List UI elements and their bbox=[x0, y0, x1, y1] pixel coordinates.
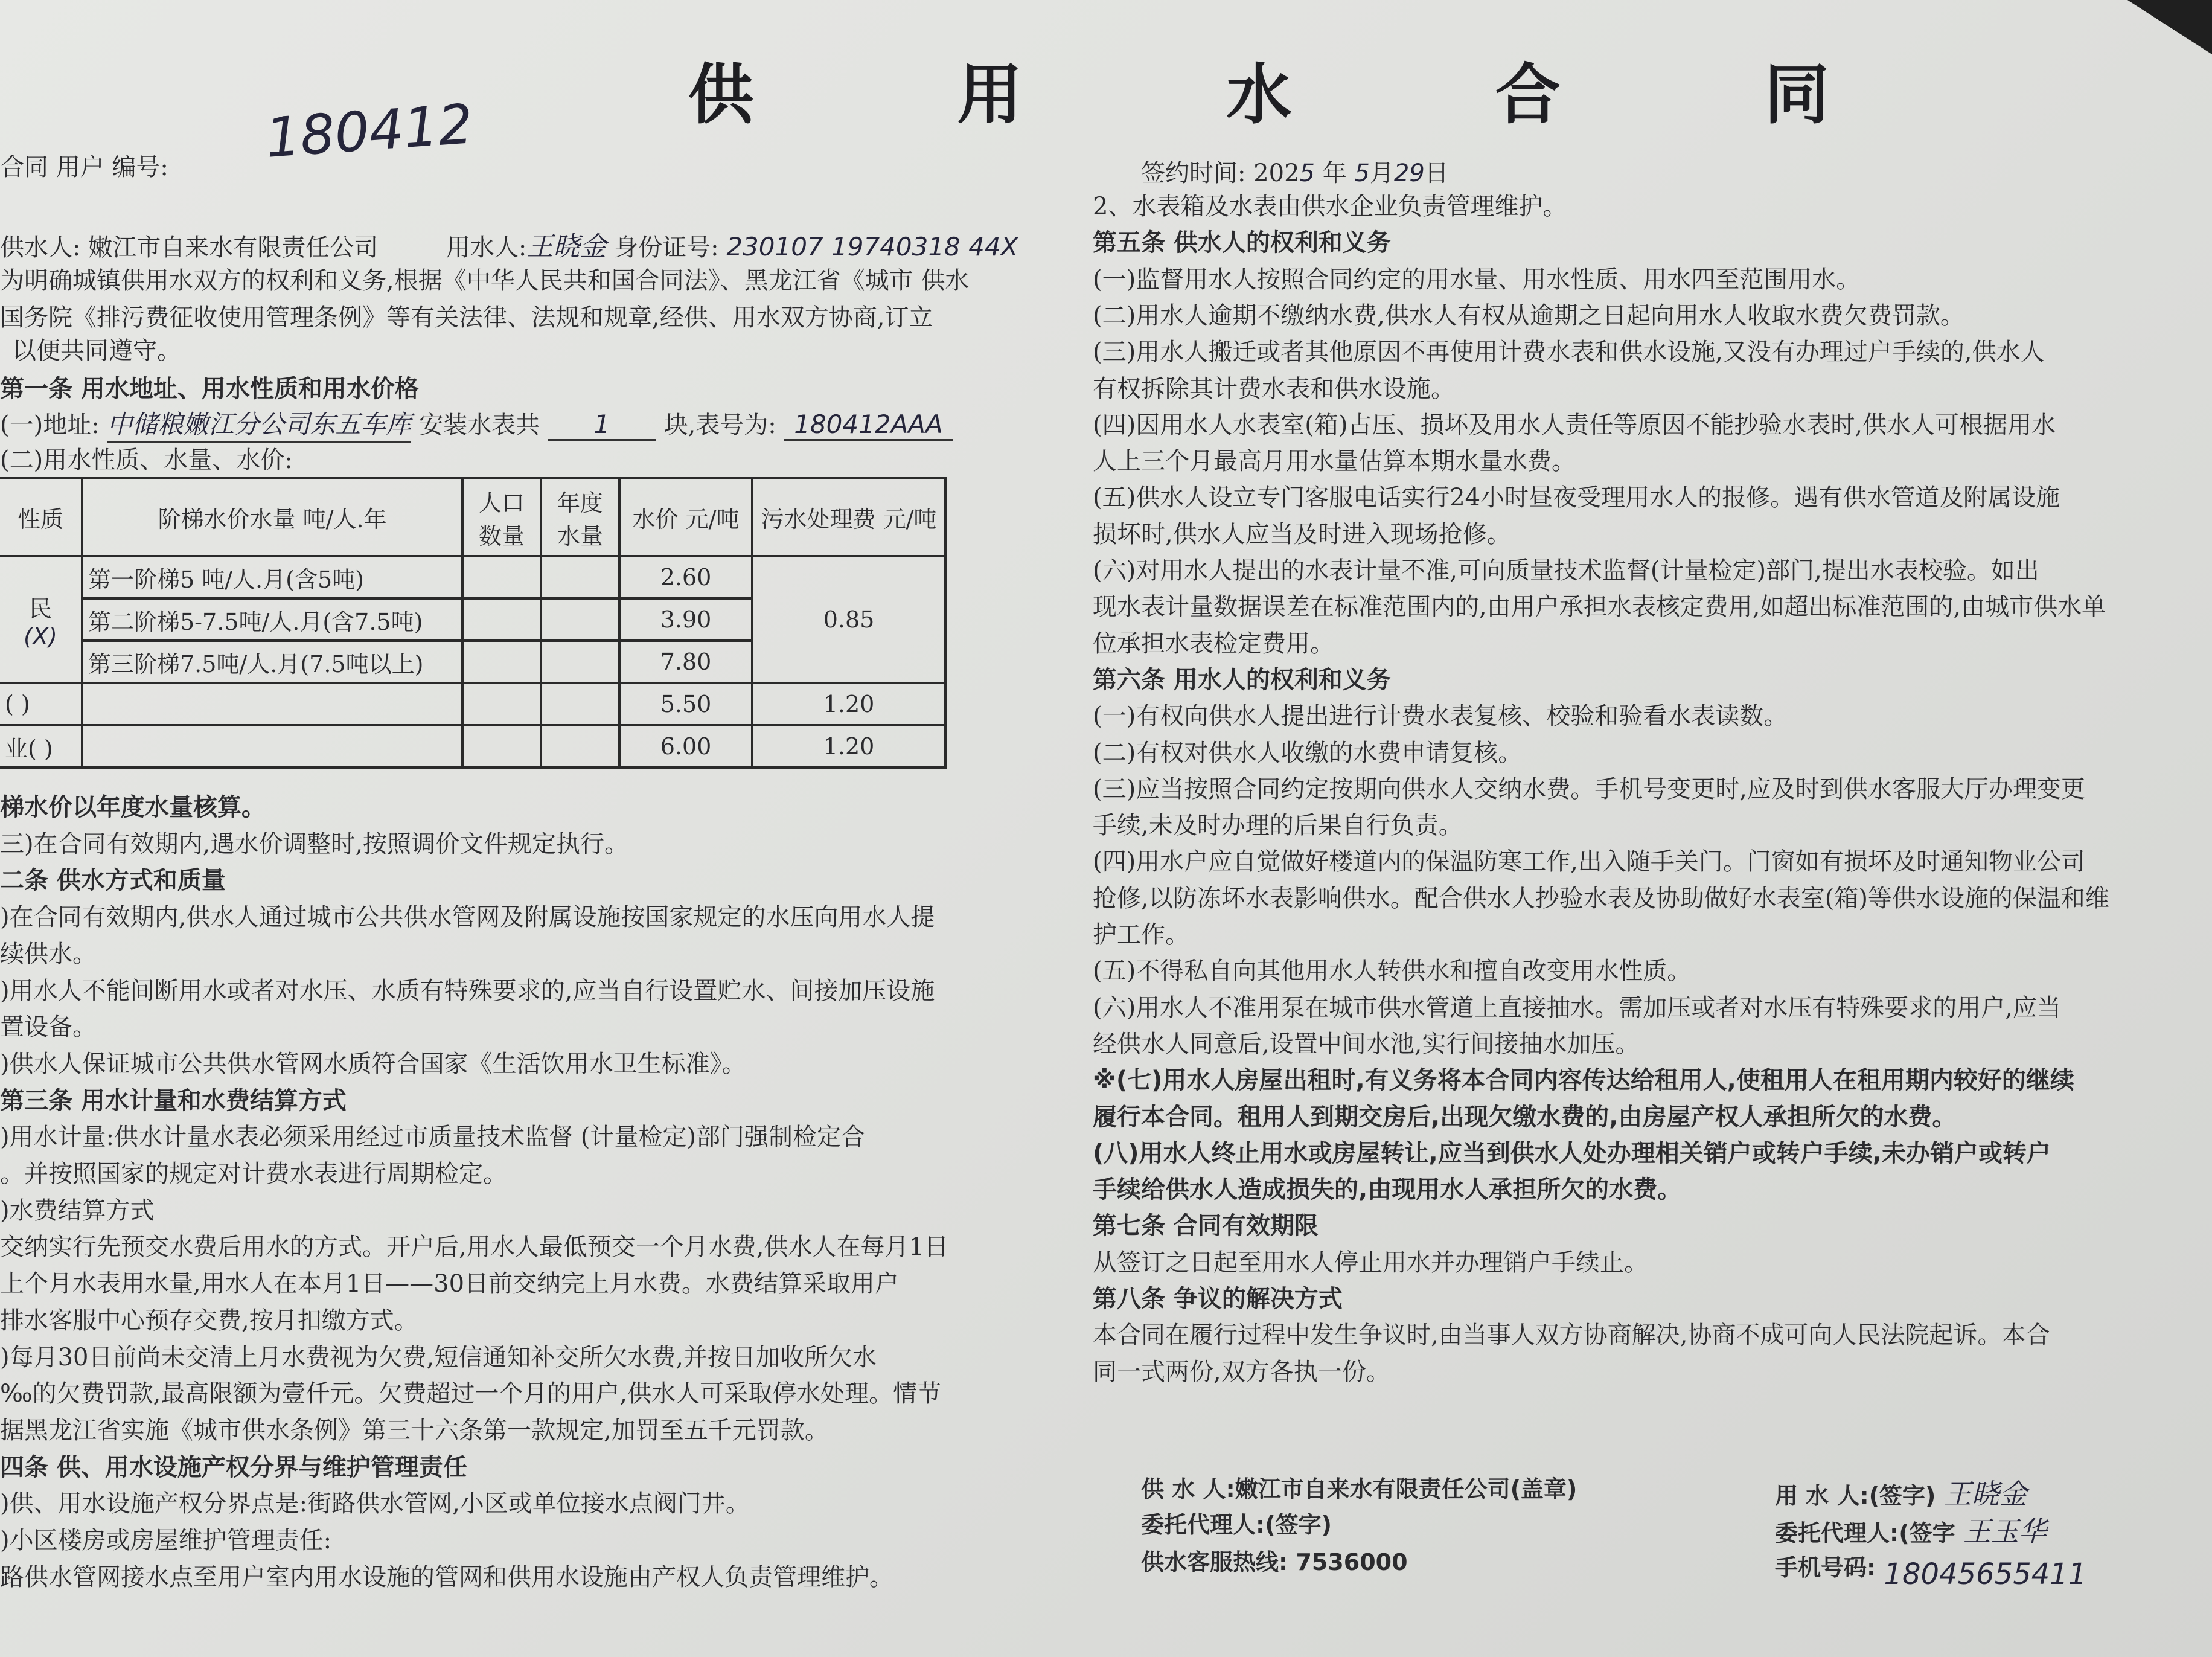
other-1-tier bbox=[82, 683, 462, 725]
resident-cell bbox=[0, 556, 82, 683]
user-agent-signature: 王玉华 bbox=[1963, 1515, 2047, 1548]
table-row bbox=[0, 683, 945, 725]
other-1-price: 5.50 bbox=[619, 683, 752, 725]
other-1-sewage: 1.20 bbox=[752, 683, 945, 725]
tier-2-label: 第二阶梯5-7.5吨/人.月(含7.5吨) bbox=[82, 598, 462, 641]
resident-mark: (X) bbox=[24, 623, 57, 650]
left-body-line: 据黑龙江省实施《城市供水条例》第三十六条第一款规定,加罚至五千元罚款。 bbox=[0, 1416, 829, 1444]
right-body-line: 损坏时,供水人应当及时进入现场抢修。 bbox=[1093, 520, 1511, 548]
left-body-line: )用水人不能间断用水或者对水压、水质有特殊要求的,应当自行设置贮水、间接加压设施 bbox=[0, 976, 935, 1005]
contract-no-label: 合同 用户 编号: bbox=[0, 153, 168, 181]
right-body-line: 抢修,以防冻坏水表影响供水。配合供水人抄验水表及协助做好水表室(箱)等供水设施的保温和维 bbox=[1093, 884, 2109, 912]
other-2-sewage: 1.20 bbox=[752, 725, 945, 768]
left-body-line: )供水人保证城市公共供水管网水质符合国家《生活饮用水卫生标准》。 bbox=[0, 1050, 746, 1078]
right-body-line: 现水表计量数据误差在标准范围内的,由用户承担水表核定费用,如超出标准范围的,由城市供水单 bbox=[1093, 593, 2106, 621]
left-body-line: )每月30日前尚未交清上月水费视为欠费,短信通知补交所欠水费,并按日加收所欠水 bbox=[0, 1343, 877, 1371]
left-body-line: )水费结算方式 bbox=[0, 1196, 155, 1225]
user-signature: 王晓金 bbox=[1943, 1478, 2027, 1510]
handwritten-contract-number: 180412 bbox=[263, 92, 475, 170]
other-1-population bbox=[462, 683, 541, 725]
user-name: 王晓金 bbox=[526, 231, 607, 262]
user-signature-label: 用 水 人:(签字) bbox=[1775, 1482, 1936, 1509]
right-body-line: (一)监督用水人按照合同约定的用水量、用水性质、用水四至范围用水。 bbox=[1093, 265, 1861, 293]
id-value: 230107 19740318 44X bbox=[726, 232, 1018, 261]
tier-2-price: 3.90 bbox=[619, 598, 752, 641]
sign-date-month-suffix: 月 bbox=[1369, 159, 1394, 187]
address-line bbox=[0, 405, 953, 443]
right-body-line: 经供水人同意后,设置中间水池,实行间接抽水加压。 bbox=[1093, 1030, 1640, 1058]
id-label: 身份证号: bbox=[614, 234, 719, 261]
tier-1-label: 第一阶梯5 吨/人.月(含5吨) bbox=[82, 556, 462, 598]
right-body-line: ※(七)用水人房屋出租时,有义务将本合同内容传达给租用人,使租用人在租用期内较好的继续 bbox=[1093, 1066, 2074, 1095]
meter-unit: 块,表号为: bbox=[663, 411, 776, 439]
other-2-tier bbox=[82, 725, 462, 768]
right-body-line: (二)有权对供水人收缴的水费申请复核。 bbox=[1093, 739, 1523, 767]
hotline-number: 7536000 bbox=[1296, 1549, 1408, 1575]
right-body-line: 本合同在履行过程中发生争议时,由当事人双方协商解决,协商不成可向人民法院起诉。本合 bbox=[1093, 1321, 2050, 1350]
table-header-row bbox=[0, 478, 945, 556]
left-body-line: 三)在合同有效期内,遇水价调整时,按照调价文件规定执行。 bbox=[0, 830, 629, 858]
right-body-line: 护工作。 bbox=[1093, 921, 1189, 949]
user-signature-line bbox=[1775, 1472, 2027, 1512]
right-body-line: 第六条 用水人的权利和义务 bbox=[1093, 665, 1391, 694]
supplier-line bbox=[0, 225, 1018, 263]
right-body-line: (八)用水人终止用水或房屋转让,应当到供水人处办理相关销户或转户手续,未办销户或转户 bbox=[1093, 1139, 2051, 1167]
left-body-line: 梯水价以年度水量核算。 bbox=[0, 793, 266, 821]
header-sewage: 污水处理费 元/吨 bbox=[752, 478, 945, 556]
sign-date-month: 5 bbox=[1354, 159, 1370, 187]
hotline-line bbox=[1141, 1543, 1408, 1577]
address-value: 中储粮嫩江分公司东五车库 bbox=[107, 405, 411, 443]
left-body-line: 交纳实行先预交水费后用水的方式。开户后,用水人最低预交一个月水费,供水人在每月1日 bbox=[0, 1233, 948, 1261]
right-body-line: 第七条 合同有效期限 bbox=[1093, 1212, 1319, 1240]
other-2-population bbox=[462, 725, 541, 768]
resident-sewage: 0.85 bbox=[752, 556, 945, 683]
left-body-line: 上个月水表用水量,用水人在本月1日——30日前交纳完上月水费。水费结算采取用户 bbox=[0, 1270, 900, 1298]
right-body-line: 第五条 供水人的权利和义务 bbox=[1093, 229, 1391, 257]
phone-number: 18045655411 bbox=[1884, 1557, 2087, 1591]
other-1-volume bbox=[541, 683, 619, 725]
sign-date-year-suffix: 年 bbox=[1322, 159, 1347, 187]
left-body-line: ‰的欠费罚款,最高限额为壹仟元。欠费超过一个月的用户,供水人可采取停水处理。情节 bbox=[0, 1380, 942, 1408]
header-annual-volume: 年度水量 bbox=[541, 478, 619, 556]
supplier-label: 供水人: bbox=[0, 234, 81, 261]
left-body-line: 二条 供水方式和质量 bbox=[0, 867, 226, 895]
left-body-line: )小区楼房或房屋维护管理责任: bbox=[0, 1527, 332, 1554]
right-body-line: (二)用水人逾期不缴纳水费,供水人有权从逾期之日起向用水人收取水费欠费罚款。 bbox=[1093, 301, 1964, 330]
user-agent-line bbox=[1775, 1510, 2047, 1550]
left-body-line: 路供水管网接水点至用户室内用水设施的管网和供用水设施由产权人负责管理维护。 bbox=[0, 1563, 893, 1591]
header-nature: 性质 bbox=[0, 478, 82, 556]
left-body-line: )供、用水设施产权分界点是:街路供水管网,小区或单位接水点阀门井。 bbox=[0, 1490, 750, 1518]
intro-line-2: 国务院《排污费征收使用管理条例》等有关法律、法规和规章,经供、用水双方协商,订立 bbox=[0, 304, 933, 332]
right-body-line: 第八条 争议的解决方式 bbox=[1093, 1285, 1343, 1313]
other-2-price: 6.00 bbox=[619, 725, 752, 768]
tier-2-volume bbox=[541, 598, 619, 641]
right-body-line: (三)应当按照合同约定按期向供水人交纳水费。手机号变更时,应及时到供水客服大厅办理变更 bbox=[1093, 775, 2085, 803]
right-body-line: 从签订之日起至用水人停止用水并办理销户手续止。 bbox=[1093, 1248, 1648, 1277]
right-body-line: 手续给供水人造成损失的,由现用水人承担所欠的水费。 bbox=[1093, 1176, 1682, 1204]
right-body-line: (五)不得私自向其他用水人转供水和擅自改变用水性质。 bbox=[1093, 957, 1692, 986]
left-body-line: )用水计量:供水计量水表必须采用经过市质量技术监督 (计量检定)部门强制检定合 bbox=[0, 1123, 866, 1152]
hotline-label: 供水客服热线: bbox=[1141, 1549, 1288, 1575]
right-body-line: 手续,未及时办理的后果自行负责。 bbox=[1093, 812, 1463, 840]
document-title: 供 用 水 合 同 bbox=[688, 57, 1920, 133]
sign-date-day-suffix: 日 bbox=[1424, 159, 1449, 187]
right-column bbox=[1093, 0, 2210, 1657]
address-label: (一)地址: bbox=[0, 411, 100, 439]
nature-label: (二)用水性质、水量、水价: bbox=[0, 446, 293, 474]
intro-line-3: 以便共同遵守。 bbox=[12, 337, 181, 365]
tier-1-price: 2.60 bbox=[619, 556, 752, 598]
right-body-line: 2、水表箱及水表由供水企业负责管理维护。 bbox=[1093, 193, 1567, 220]
right-body-line: (五)供水人设立专门客服电话实行24小时昼夜受理用水人的报修。遇有供水管道及附属设施 bbox=[1093, 484, 2060, 512]
right-body-line: (六)对用水人提出的水表计量不准,可向质量技术监督(计量检定)部门,提出水表校验。如出 bbox=[1093, 557, 2039, 585]
right-body-line: (四)用水户应自觉做好楼道内的保温防寒工作,出入随手关门。门窗如有损坏及时通知物业公司 bbox=[1093, 848, 2085, 876]
phone-line bbox=[1775, 1549, 2087, 1591]
right-body-line: 位承担水表检定费用。 bbox=[1093, 629, 1334, 658]
left-body-line: 四条 供、用水设施产权分界与维护管理责任 bbox=[0, 1453, 467, 1481]
tier-1-volume bbox=[541, 556, 619, 598]
right-body-line: 有权拆除其计费水表和供水设施。 bbox=[1093, 374, 1455, 403]
right-body-line: (六)用水人不准用泵在城市供水管道上直接抽水。需加压或者对水压有特殊要求的用户,应当 bbox=[1093, 993, 2061, 1022]
supplier-name: 嫩江市自来水有限责任公司 bbox=[88, 234, 379, 261]
supplier-signature-label: 供 水 人:嫩江市自来水有限责任公司(盖章) bbox=[1141, 1476, 1577, 1502]
table-row bbox=[0, 725, 945, 768]
sign-date-year: 5 bbox=[1299, 159, 1315, 187]
meter-number: 180412AAA bbox=[784, 409, 953, 441]
right-body-line: (四)因用水人水表室(箱)占压、损坏及用水人责任等原因不能抄验水表时,供水人可根据用水 bbox=[1093, 411, 2056, 439]
tier-3-price: 7.80 bbox=[619, 641, 752, 683]
other-1-label: ( ) bbox=[0, 683, 82, 725]
sign-date bbox=[1141, 154, 1449, 188]
meter-count: 1 bbox=[548, 409, 656, 441]
tier-3-label: 第三阶梯7.5吨/人.月(7.5吨以上) bbox=[82, 641, 462, 683]
tier-1-population bbox=[462, 556, 541, 598]
meter-label: 安装水表共 bbox=[419, 411, 540, 439]
user-label: 用水人: bbox=[446, 234, 527, 261]
intro-line-1: 为明确城镇供用水双方的权利和义务,根据《中华人民共和国合同法》、黑龙江省《城市 供水 bbox=[0, 267, 970, 295]
other-2-label: 业( ) bbox=[0, 725, 82, 768]
tier-2-population bbox=[462, 598, 541, 641]
other-2-volume bbox=[541, 725, 619, 768]
left-body-line: )在合同有效期内,供水人通过城市公共供水管网及附属设施按国家规定的水压向用水人提 bbox=[0, 903, 935, 932]
sign-date-label: 签约时间: 202 bbox=[1141, 159, 1300, 187]
tier-3-volume bbox=[541, 641, 619, 683]
article1-title: 第一条 用水地址、用水性质和用水价格 bbox=[0, 375, 419, 403]
supplier-agent-label: 委托代理人:(签字) bbox=[1141, 1511, 1332, 1538]
right-body-line: 履行本合同。租用人到期交房后,出现欠缴水费的,由房屋产权人承担所欠的水费。 bbox=[1093, 1103, 1957, 1131]
left-body-line: 。并按照国家的规定对计费水表进行周期检定。 bbox=[0, 1160, 507, 1188]
left-body-line: 置设备。 bbox=[0, 1013, 97, 1042]
left-body-line: 第三条 用水计量和水费结算方式 bbox=[0, 1086, 347, 1115]
left-body-line: 续供水。 bbox=[0, 940, 97, 968]
right-body-line: (一)有权向供水人提出进行计费水表复核、校验和验看水表读数。 bbox=[1093, 702, 1788, 731]
header-price: 水价 元/吨 bbox=[619, 478, 752, 556]
table-row bbox=[0, 556, 945, 598]
header-tier: 阶梯水价水量 吨/人.年 bbox=[82, 478, 462, 556]
user-agent-label: 委托代理人:(签字 bbox=[1775, 1520, 1955, 1546]
right-body-line: 同一式两份,双方各执一份。 bbox=[1093, 1357, 1390, 1386]
phone-label: 手机号码: bbox=[1775, 1554, 1876, 1581]
right-body-line: (三)用水人搬迁或者其他原因不再使用计费水表和供水设施,又没有办理过户手续的,供水人 bbox=[1093, 338, 2045, 367]
tier-3-population bbox=[462, 641, 541, 683]
left-body-line: 排水客服中心预存交费,按月扣缴方式。 bbox=[0, 1306, 418, 1335]
right-body-line: 人上三个月最高月用水量估算本期水量水费。 bbox=[1093, 447, 1576, 476]
water-price-table bbox=[0, 477, 947, 769]
sign-date-day: 29 bbox=[1393, 159, 1425, 187]
resident-label: 民 bbox=[28, 595, 52, 622]
header-population: 人口数量 bbox=[462, 478, 541, 556]
